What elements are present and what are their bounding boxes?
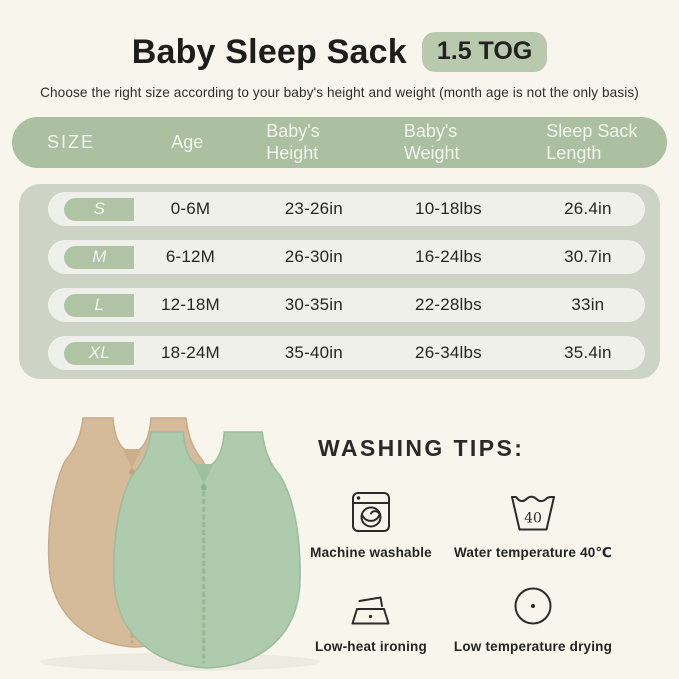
washing-machine-icon [349,487,393,534]
column-header-length-label: Sleep Sack Length [546,121,638,163]
size-badge: S [64,198,134,221]
green-sleep-sack [114,432,300,668]
size-chart-header [12,117,667,168]
tip-low-heat-ironing [315,581,427,654]
size-badge: L [64,294,134,317]
sleep-sacks-product-image [22,404,322,676]
wash-tub-40-icon [509,487,557,534]
weight-cell: 16-24lbs [415,247,482,266]
tub-temperature-number: 40 [524,510,542,527]
tip-label: Water temperature 40℃ [453,545,613,560]
tip-water-temperature [454,487,612,561]
table-row-l [19,288,660,322]
height-cell: 26-30in [284,247,343,266]
column-header-height [245,121,383,163]
length-cell: 26.4in [564,199,612,218]
tip-low-temperature-drying [454,581,612,654]
length-cell: 30.7in [564,247,612,266]
washing-tips-grid [300,487,658,654]
table-row-m [19,240,660,274]
weight-cell: 26-34lbs [415,343,482,362]
table-row-s [19,192,660,226]
height-cell: 23-26in [284,199,343,218]
length-cell: 35.4in [564,343,612,362]
page-title: Baby Sleep Sack [131,32,407,71]
height-cell: 35-40in [284,343,343,362]
washing-tips-heading: WASHING TIPS: [318,435,525,461]
column-header-size: SIZE [46,131,95,152]
size-chart-body [19,184,660,379]
green-zipper-pull [201,485,207,491]
subtitle: Choose the right size according to your baby's height and weight (month age is not the only basis) [40,85,639,100]
tog-badge: 1.5 TOG [422,32,547,72]
column-header-weight-label: Baby's Weight [403,121,460,163]
height-cell: 30-35in [284,295,343,314]
age-cell: 0-6M [170,199,211,218]
size-badge: M [64,246,134,269]
weight-cell: 10-18lbs [415,199,482,218]
tip-machine-washable [310,487,432,561]
table-row-xl [19,336,660,370]
iron-icon [349,581,393,628]
size-badge: XL [64,342,134,365]
age-cell: 12-18M [161,295,220,314]
header [0,0,679,72]
washing-tips-section [300,404,658,654]
age-cell: 6-12M [165,247,216,266]
tumble-dry-icon [511,581,555,628]
length-cell: 33in [571,295,605,314]
age-cell: 18-24M [161,343,220,362]
tip-label: Machine washable [310,545,432,560]
tip-label: Low-heat ironing [315,639,427,654]
tip-label: Low temperature drying [453,639,613,654]
column-header-length [520,121,667,163]
weight-cell: 22-28lbs [415,295,482,314]
column-header-age: Age [171,131,204,152]
column-header-weight [382,121,520,163]
column-header-height-label: Baby's Height [266,121,320,163]
